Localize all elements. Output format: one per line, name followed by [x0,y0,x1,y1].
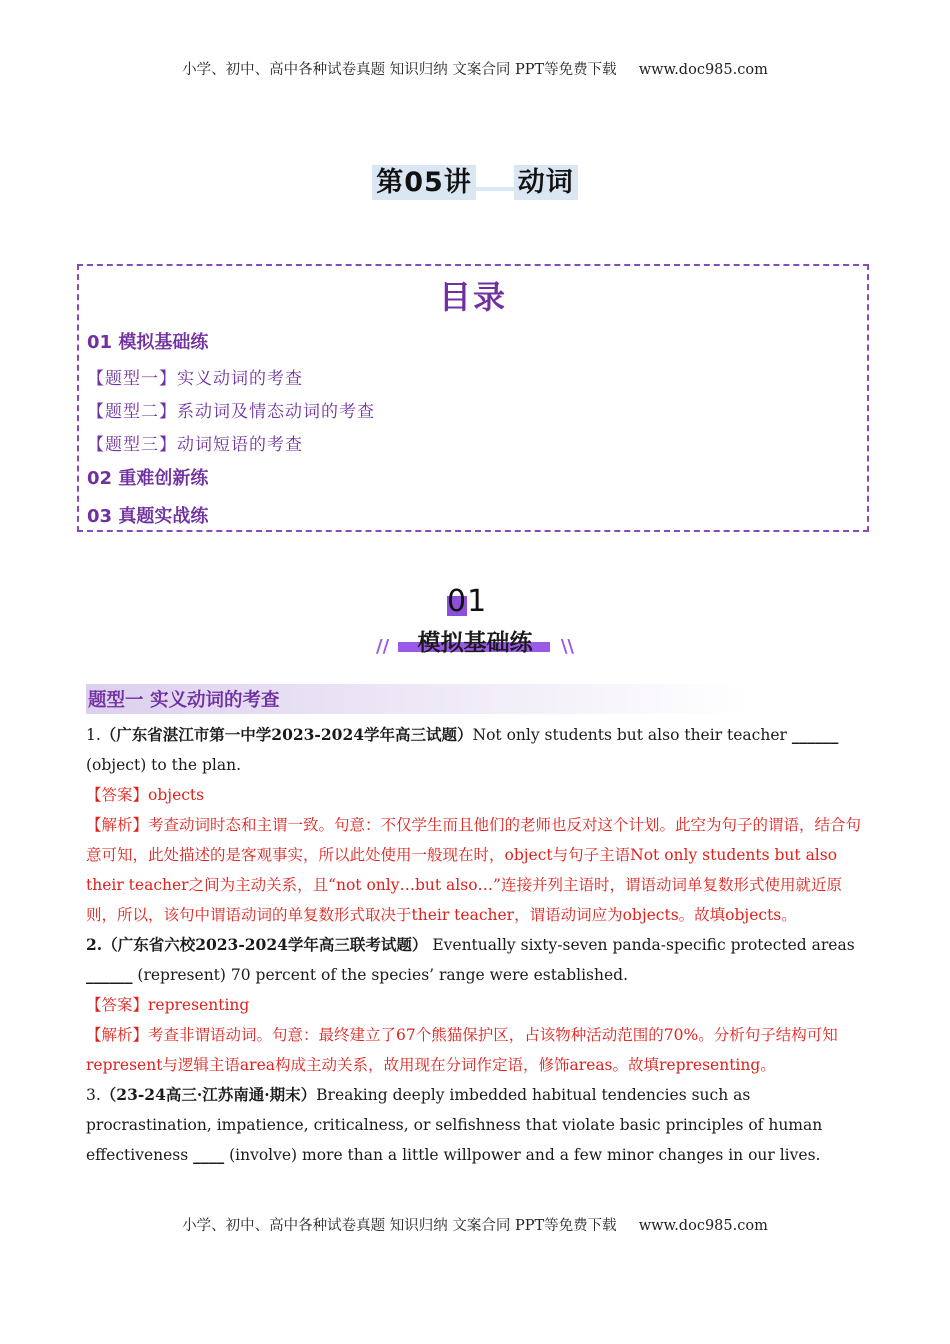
question-text: (represent) 70 percent of the species’ range were established. [132,966,628,984]
page-header [0,58,950,79]
question-type-heading-text: 题型一 实义动词的考查 [88,690,280,711]
question-number: 1. [86,726,101,744]
footer-text: 小学、初中、高中各种试卷真题 知识归纳 文案合同 PPT等免费下载 [182,1218,617,1234]
toc-subitem-type-1[interactable]: 【题型一】实义动词的考查 [87,369,303,389]
question-text: (object) to the plan. [86,756,241,774]
badge-number: 01 [447,584,488,619]
question-number: 2. [86,935,103,954]
toc-subitem-type-3[interactable]: 【题型三】动词短语的考查 [87,435,303,455]
analysis-text: 考查非谓语动词。句意：最终建立了67个熊猫保护区，占该物种活动范围的70%。分析句子结构可知represent与逻辑主语area构成主动关系，故用现在分词作定语，修饰areas。故填representing。 [86,1026,838,1074]
question-source: （广东省六校2023-2024学年高三联考试题） [102,935,428,954]
table-of-contents [77,264,869,532]
toc-section-01[interactable]: 01 模拟基础练 [87,332,209,353]
title-lecture-number: 第05讲 [372,165,476,200]
analysis-label: 【解析】 [86,816,149,834]
header-text: 小学、初中、高中各种试卷真题 知识归纳 文案合同 PPT等免费下载 [182,62,617,78]
question-content [86,720,868,1170]
question-text: Eventually sixty-seven panda-specific protected areas [427,936,855,954]
question-2 [86,930,868,990]
question-number: 3. [86,1086,101,1104]
answer-value: representing [148,996,250,1014]
toc-heading: 目录 [438,278,507,316]
question-text: Not only students but also their teacher [472,726,792,744]
question-source: （广东省湛江市第一中学2023-2024学年高三试题） [100,725,473,744]
analysis-1 [86,810,868,930]
answer-value: objects [148,786,205,804]
title-topic: 动词 [514,165,578,200]
analysis-label: 【解析】 [86,1026,149,1044]
question-text: (involve) more than a little willpower and a few minor changes in our lives. [224,1146,821,1164]
section-badge [370,580,580,660]
analysis-text: 考查动词时态和主谓一致。句意：不仅学生而且他们的老师也反对这个计划。此空为句子的谓语，结合句意可知，此处描述的是客观事实，所以此处使用一般现在时，object与句子主语Not only students but also their teacher之间为主动关系，且“not only…but also…”连接并列主语时，谓语动词单复数形式使用就近原则，所以，该句中谓语动词的单复数形式取决于their teacher，谓语动词应为objects。故填objects。 [86,816,862,924]
answer-1 [86,780,868,810]
page-footer [0,1214,950,1235]
question-1 [86,720,868,780]
answer-blank: ______ [86,965,133,984]
toc-subitem-type-2[interactable]: 【题型二】系动词及情态动词的考查 [87,402,375,422]
right-slash-decoration: \\ [560,636,574,657]
footer-url[interactable]: www.doc985.com [638,1218,768,1234]
answer-2 [86,990,868,1020]
question-3 [86,1080,868,1170]
badge-label: 模拟基础练 [417,630,533,656]
analysis-2 [86,1020,868,1080]
document-title [0,160,950,199]
left-slash-decoration: // [376,636,390,657]
header-url[interactable]: www.doc985.com [638,62,768,78]
toc-section-02[interactable]: 02 重难创新练 [87,468,209,489]
answer-label: 【答案】 [86,996,149,1014]
question-text: Breaking deeply imbedded habitual tendencies such as procrastination, impatience, criticalness, or selfishness that violate basic principles of human effectiveness [86,1086,823,1164]
question-source: （23-24高三·江苏南通·期末） [100,1085,317,1104]
toc-section-03[interactable]: 03 真题实战练 [87,506,209,527]
question-type-heading [86,684,866,714]
answer-label: 【答案】 [86,786,149,804]
answer-blank: ____ [193,1145,225,1164]
answer-blank: ______ [791,725,839,744]
